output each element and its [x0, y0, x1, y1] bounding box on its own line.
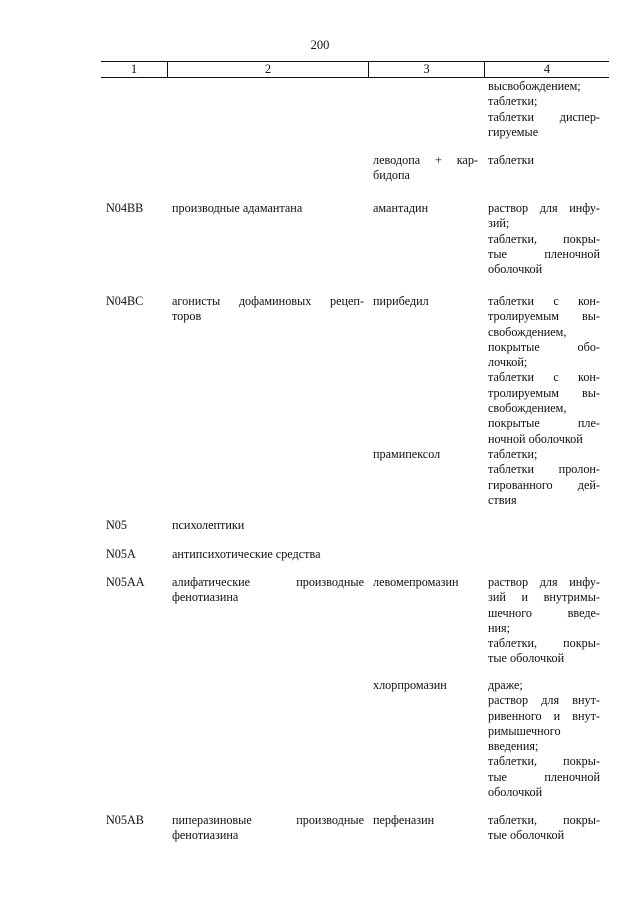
dosage-form-cell [488, 294, 600, 447]
form-line: таблетки [488, 153, 535, 167]
form-line: таблетки; [488, 94, 538, 109]
form-line: драже; [488, 678, 523, 692]
drug-name-cell [373, 153, 478, 184]
form-line: таблетки, покры- [488, 813, 600, 827]
drug-line: левомепромазин [373, 575, 459, 589]
form-line: шечного введе- [488, 605, 600, 620]
form-line: тые пленочной [488, 246, 600, 261]
form-line: зий и внутримы- [488, 590, 600, 605]
column-header-2: 2 [168, 62, 369, 78]
drug-name-cell [373, 575, 478, 590]
dosage-form-cell [488, 813, 600, 844]
drug-line: прамипексол [373, 447, 441, 461]
drug-line: перфеназин [373, 813, 435, 827]
drug-name-cell [373, 294, 478, 309]
form-line: гированного дей- [488, 477, 600, 492]
form-line: таблетки с кон- [488, 294, 600, 308]
form-line: зий; [488, 216, 510, 231]
drug-line: пирибедил [373, 294, 429, 308]
form-line: высвобождением; [488, 79, 581, 93]
form-line: таблетки; [488, 447, 538, 461]
group-name-line: фенотиазина [172, 590, 239, 605]
group-name-line: алифатические производные [172, 575, 364, 589]
dosage-form-cell [488, 201, 600, 277]
atc-code: N04BC [106, 294, 144, 308]
dosage-form-cell [488, 447, 600, 508]
group-name-cell [172, 575, 364, 606]
drug-name-cell [373, 201, 478, 216]
drug-name-cell [373, 447, 478, 462]
form-line: покрытые пле- [488, 416, 600, 431]
group-name-cell [172, 294, 364, 325]
atc-code: N05AB [106, 813, 144, 827]
form-line: тые пленочной [488, 769, 600, 784]
form-line: тые оболочкой [488, 828, 565, 843]
form-line: таблетки, покры- [488, 754, 600, 769]
form-line: тролируемым вы- [488, 385, 600, 400]
form-line: таблетки, покры- [488, 636, 600, 651]
group-name-cell [172, 201, 364, 216]
form-line: ствия [488, 492, 517, 507]
column-header-4: 4 [485, 62, 610, 78]
group-name-cell [172, 518, 364, 533]
form-line: таблетки диспер- [488, 109, 600, 124]
dosage-form-cell [488, 153, 600, 168]
column-header-3: 3 [369, 62, 485, 78]
dosage-form-cell [488, 79, 600, 140]
form-line: ночной оболочкой [488, 431, 583, 446]
group-name-line: антипсихотические средства [172, 547, 321, 561]
form-line: свобождением, [488, 401, 567, 416]
group-name-line: пиперазиновые производные [172, 813, 364, 827]
form-line: покрытые обо- [488, 339, 600, 354]
form-line: гируемые [488, 124, 539, 139]
form-line: таблетки пролон- [488, 462, 600, 477]
form-line: тые оболочкой [488, 651, 565, 666]
drug-name-cell [373, 678, 478, 693]
form-line: свобождением, [488, 324, 567, 339]
form-line: тролируемым вы- [488, 309, 600, 324]
dosage-form-cell [488, 678, 600, 800]
form-line: введения; [488, 739, 539, 754]
drug-line: леводопа + кар- [373, 153, 478, 167]
group-name-line: агонисты дофаминовых рецеп- [172, 294, 364, 308]
group-name-line: психолептики [172, 518, 245, 532]
column-header-row [101, 61, 609, 78]
page-number: 200 [310, 38, 330, 52]
form-line: ния; [488, 620, 511, 635]
form-line: таблетки с кон- [488, 370, 600, 385]
form-line: оболочкой [488, 785, 543, 800]
form-line: раствор для внут- [488, 693, 600, 708]
form-line: таблетки, покры- [488, 231, 600, 246]
drug-name-cell [373, 813, 478, 828]
drug-line: бидопа [373, 168, 410, 183]
form-line: раствор для инфу- [488, 201, 600, 215]
group-name-cell [172, 547, 364, 562]
form-line: римышечного [488, 723, 561, 738]
form-line: оболочкой [488, 262, 543, 277]
group-name-line: фенотиазина [172, 828, 239, 843]
atc-code: N04BB [106, 201, 144, 215]
drug-line: амантадин [373, 201, 429, 215]
form-line: раствор для инфу- [488, 575, 600, 589]
group-name-line: торов [172, 309, 202, 324]
form-line: лочкой; [488, 355, 528, 370]
atc-code: N05AA [106, 575, 145, 589]
atc-code: N05A [106, 547, 136, 561]
group-name-cell [172, 813, 364, 844]
atc-code: N05 [106, 518, 127, 532]
group-name-line: производные адамантана [172, 201, 303, 215]
form-line: ривенного и внут- [488, 708, 600, 723]
dosage-form-cell [488, 575, 600, 667]
drug-line: хлорпромазин [373, 678, 447, 692]
column-header-1: 1 [101, 62, 168, 78]
